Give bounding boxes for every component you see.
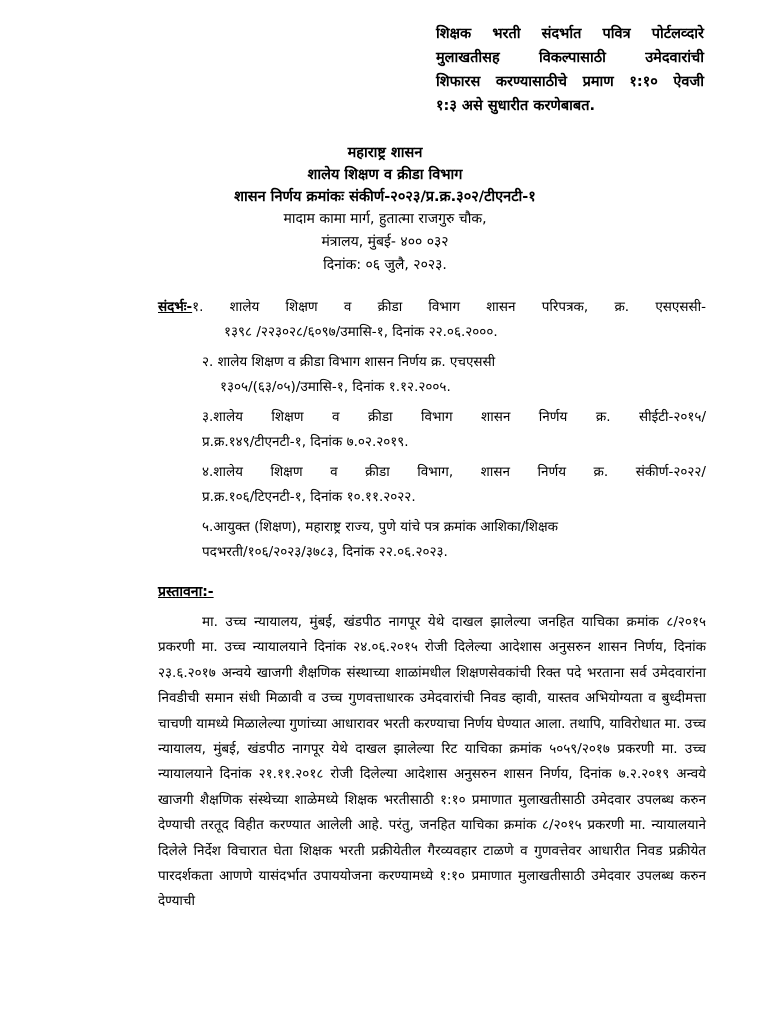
reference-item-line: ५.आयुक्त (शिक्षण), महाराष्ट्र राज्य, पुणे यांचे पत्र क्रमांक आशिका/शिक्षक [202,519,559,535]
government-name: महाराष्ट्र शासन [347,145,423,161]
subject-block [436,22,704,118]
gr-header [150,142,620,277]
prelude-heading: प्रस्तावना:- [158,584,214,600]
gr-date: दिनांक: ०६ जुलै, २०२३. [323,257,447,273]
subject-line: शिफारस करण्यासाठीचे प्रमाण १:१० ऐवजी [436,74,704,90]
reference-item-line: ३.शालेय शिक्षण व क्रीडा विभाग शासन निर्णय क्र. सीईटी-२०१५/ [202,409,706,425]
address-line: मादाम कामा मार्ग, हुतात्मा राजगुरु चौक, [283,211,487,227]
reference-item [158,460,706,510]
reference-item-line: १. शालेय शिक्षण व क्रीडा विभाग शासन परिपत्रक, क्र. एसएससी- [192,299,706,315]
reference-item-line: १३०५/(६३/०५)/उमासि-१, दिनांक १.१२.२००५. [220,379,451,395]
reference-item-line: पदभरती/१०६/२०२३/३७८३, दिनांक २२.०६.२०२३. [202,544,448,560]
reference-item-line: १३९८ /२२३०२८/६०९७/उमासि-१, दिनांक २२.०६.२०००. [224,324,498,340]
reference-item-line: २. शालेय शिक्षण व क्रीडा विभाग शासन निर्णय क्र. एचएससी [202,354,496,370]
reference-item-line: प्र.क्र.१४९/टीएनटी-१, दिनांक ७.०२.२०१९. [202,434,409,450]
subject-line: शिक्षक भरती संदर्भात पवित्र पोर्टलव्दारे [436,26,704,42]
reference-item [158,515,706,565]
reference-item-line: ४.शालेय शिक्षण व क्रीडा विभाग, शासन निर्णय क्र. संकीर्ण-२०२२/ [202,464,706,480]
prelude-paragraph: मा. उच्च न्यायालय, मुंबई, खंडपीठ नागपूर येथे दाखल झालेल्या जनहित याचिका क्रमांक ८/२०१५ प्रकरणी मा. उच्च न्यायालयाने दिनांक २४.०६.२०१५ रोजी दिलेल्या आदेशास अनुसरुन शासन निर्णय, दिनांक २३.६.२०१७ अन्वये खाजगी शैक्षणिक संस्थाच्या शाळांमधील शिक्षणसेवकांची रिक्त पदे भरताना सर्व उमेदवारांना निवडीची समान संधी मिळावी व उच्च गुणवत्ताधारक उमेदवारांची निवड व्हावी, यास्तव अभियोग्यता व बुध्दीमत्ता चाचणी यामध्ये मिळालेल्या गुणांच्या आधारावर भरती करण्याचा निर्णय घेण्यात आला. तथापि, याविरोधात मा. उच्च न्यायालय, मुंबई, खंडपीठ नागपूर येथे दाखल झालेल्या रिट याचिका क्रमांक ५०५९/२०१७ प्रकरणी मा. उच्च न्यायालयाने दिनांक २१.११.२०१८ रोजी दिलेल्या आदेशास अनुसरुन शासन निर्णय, दिनांक ७.२.२०१९ अन्वये खाजगी शैक्षणिक संस्थेच्या शाळेमध्ये शिक्षक भरतीसाठी १:१० प्रमाणात मुलाखतीसाठी उमेदवार उपलब्ध करुन देण्याची तरतूद विहीत करण्यात आलेली आहे. परंतु, जनहित याचिका क्रमांक ८/२०१५ प्रकरणी मा. न्यायालयाने दिलेले निर्देश विचारात घेता शिक्षक भरती प्रक्रीयेतील गैरव्यवहार टाळणे व गुणवत्तेवर आधारीत निवड प्रक्रीयेत पारदर्शकता आणणे यासंदर्भात उपाययोजना करण्यामध्ये १:१० प्रमाणात मुलाखतीसाठी उमेदवार उपलब्ध करुन देण्याची [158,614,706,910]
reference-item-line: प्र.क्र.१०६/टिएनटी-१, दिनांक १०.११.२०२२. [202,489,416,505]
gr-number: शासन निर्णय क्रमांकः संकीर्ण-२०२३/प्र.क्र.३०२/टीएनटी-१ [234,189,536,205]
subject-line: १:३ असे सुधारीत करणेबाबत. [436,98,595,114]
reference-item [158,405,706,455]
subject-line: मुलाखतीसह विकल्पासाठी उमेदवारांची [436,50,704,66]
references-section [158,295,706,565]
department-name: शालेय शिक्षण व क्रीडा विभाग [307,167,463,183]
address-line: मंत्रालय, मुंबई- ४०० ०३२ [321,234,449,250]
references-label: संदर्भः- [158,299,193,315]
reference-item [158,350,706,400]
